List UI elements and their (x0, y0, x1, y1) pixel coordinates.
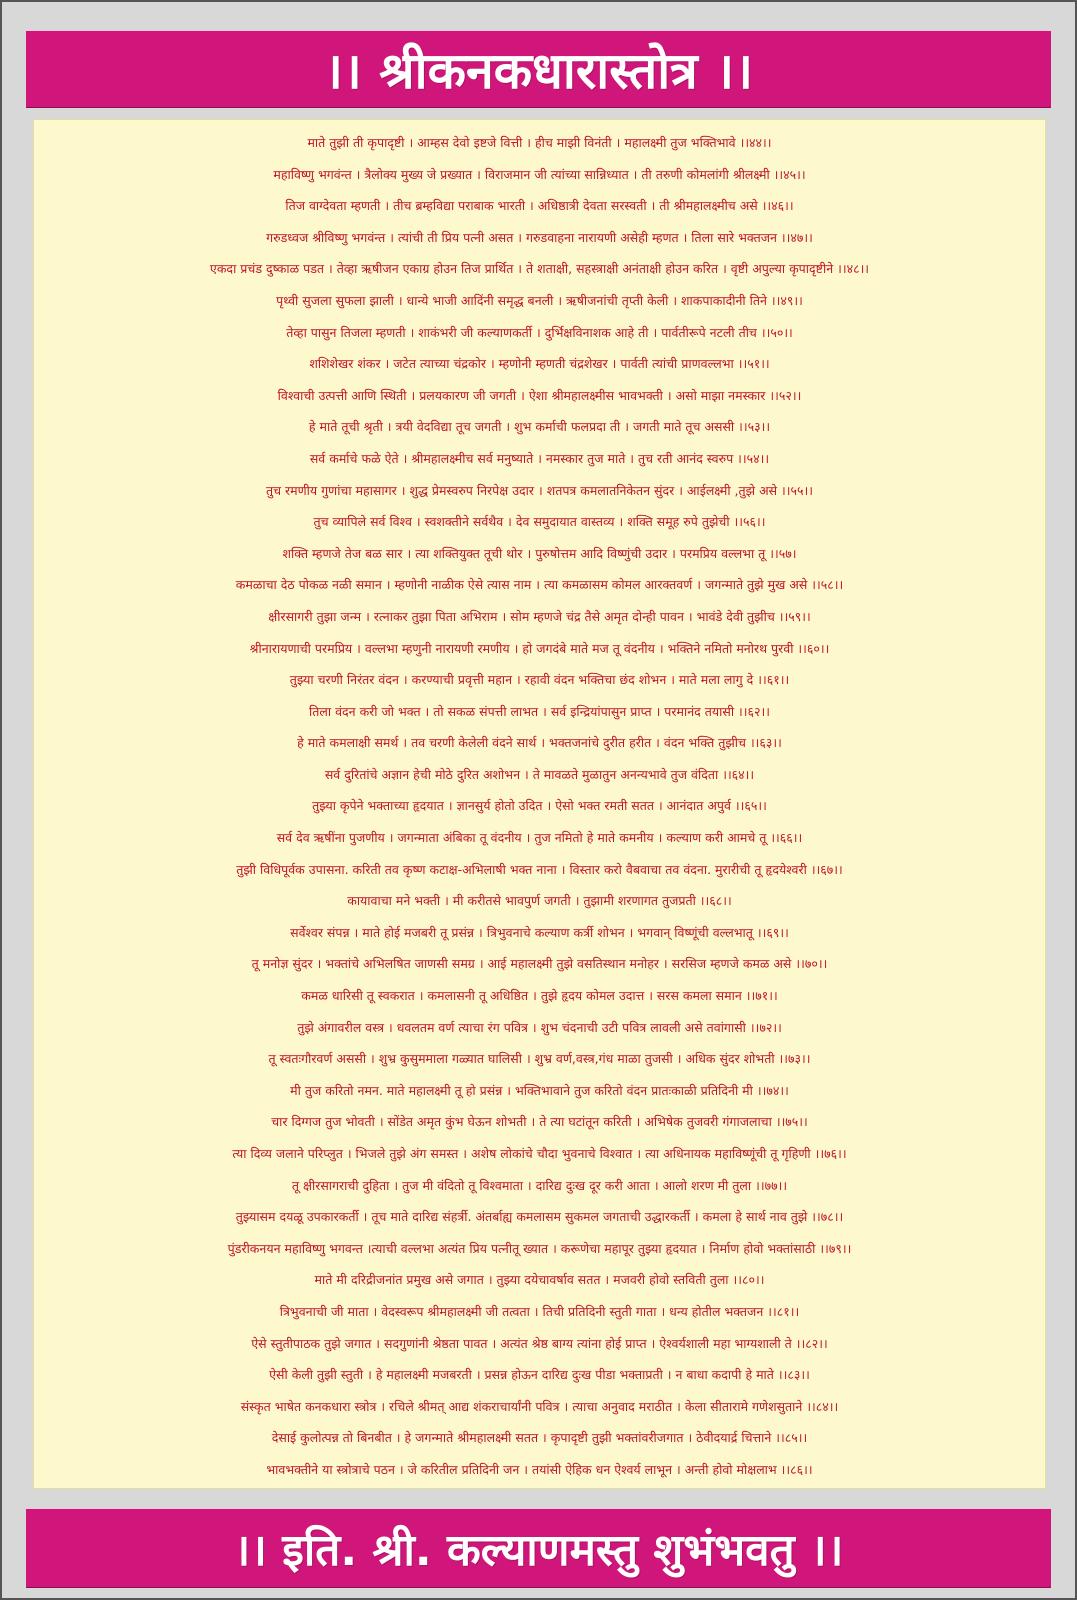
verse-line: तुझ्या कृपेने भक्ताच्या हृदयात । ज्ञानसुर्य होतो उदित । ऐसो भक्त रमती सतत । आनंदात अपुर्व ।।६५।। (312, 798, 767, 814)
verse-line: पृथ्वी सुजला सुफला झाली । धान्ये भाजी आदिंनी समृद्ध बनली । ऋषीजनांची तृप्ती केली । शाकपाकादीनी तिने ।।४९।। (276, 292, 803, 308)
page-title: ।। श्रीकनकधारास्तोत्र ।। (323, 42, 754, 100)
verse-line: एकदा प्रचंड दुष्काळ पडत । तेव्हा ऋषीजन एकाग्र होउन तिज प्रार्थित । ते शताक्षी, सहस्त्राक्षी अनंताक्षी होउन करित । वृष्टी अपुल्या कृपादृष्टीने ।।४८।। (209, 261, 870, 277)
closing-line: ।। इति. श्री. कल्याणमस्तु शुभंभवतु ।। (233, 1525, 844, 1576)
verse-line: शशिशेखर शंकर । जटेत त्याच्या चंद्रकोर । म्हणोनी म्हणती चंद्रशेखर । पार्वती त्यांची प्राणवल्लभा ।।५१।। (309, 356, 770, 372)
verse-line: तेव्हा पासुन तिजला म्हणती । शाकंभरी जी कल्याणकर्ती । दुर्भिक्षविनाशक आहे ती । पार्वतीरूपे नटली तीच ।।५०।। (286, 324, 793, 340)
verse-line: तुच रमणीय गुणांचा महासागर । शुद्ध प्रेमस्वरुप निरपेक्ष उदार । शतपत्र कमलातनिकेतन सुंदर । आईलक्ष्मी ,तुझे असे ।।५५।। (266, 482, 813, 498)
footer-banner (26, 1508, 1051, 1588)
verse-line: सर्वेश्वर संपन्न । माते होई मजबरी तू प्रसंन्न । त्रिभुवनाचे कल्याण कर्त्री शोभन । भगवान् विष्णूंची वल्लभातू ।।६९।। (290, 924, 789, 940)
verse-line: तू मनोज्ञ सुंदर । भक्तांचे अभिलषित जाणसी समग्र । आई महालक्ष्मी तुझे वसतिस्थान मनोहर । सरसिज म्हणजे कमळ असे ।।७०।। (251, 956, 828, 972)
verse-line: कायावाचा मने भक्ती । मी करीतसे भावपुर्ण जगती । तुझामी शरणागत तुजप्रती ।।६८।। (347, 893, 732, 909)
verse-line: तिला वंदन करी जो भक्त । तो सकळ संपत्ती लाभत । सर्व इन्द्रियांपासुन प्राप्त । परमानंद तयासी ।।६२।। (309, 703, 770, 719)
verse-line: गरुडध्वज श्रीविष्णु भगवंन्त । त्यांची ती प्रिय पत्नी असत । गरुडवाहना नारायणी असेही म्हणत । तिला सारे भक्तजन ।।४७।। (266, 229, 813, 245)
verse-line: पुंडरीकनयन महाविष्णु भगवन्त ।त्याची वल्लभा अत्यंत प्रिय पत्नीतू ख्यात । करूणेचा महापूर तुझ्या हृदयात । निर्माण होवो भक्तांसाठी ।।७९।। (227, 1240, 852, 1256)
verse-line: माते मी दरिद्रीजनांत प्रमुख असे जगात । तुझ्या दयेचावर्षाव सतत । मजवरी होवो स्तविती तुला ।।८०।। (314, 1272, 765, 1288)
verse-line: ऐसे स्तुतीपाठक तुझे जगात । सदगुणांनी श्रेष्ठता पावत । अत्यंत श्रेष्ठ बाग्य त्यांना होई प्राप्त । ऐश्वर्यशाली महा भाग्यशाली ते ।।८२।। (251, 1335, 828, 1351)
verse-line: कमळ धारिसी तू स्वकरात । कमलासनी तू अधिष्ठित । तुझे हृदय कोमल उदात्त । सरस कमला समान ।।७१।। (301, 988, 778, 1004)
verse-line: चार दिग्गज तुज भोवती । सोंडेत अमृत कुंभ घेऊन शोभती । ते त्या घटांतून करिती । अभिषेक तुजवरी गंगाजलाचा ।।७५।। (271, 1114, 808, 1130)
verse-line: कमळाचा देठ पोकळ नळी समान । म्हणोनी नाळीक ऐसे त्यास नाम । त्या कमळासम कोमल आरक्तवर्ण । जगन्माते तुझे मुख असे ।।५८।। (235, 577, 844, 593)
verse-line: तू स्वतःगौरवर्ण अससी । शुभ्र कुसुममाला गळ्यात घालिसी । शुभ्र वर्ण,वस्त्र,गंध माळा तुजसी । अधिक सुंदर शोभती ।।७३।। (268, 1051, 811, 1067)
verse-line: क्षीरसागरी तुझा जन्म । रत्नाकर तुझा पिता अभिराम । सोम म्हणजे चंद्र तैसे अमृत दोन्ही पावन । भावंडे देवी तुझीच ।।५९।। (268, 608, 811, 624)
verse-line: हे माते तूची श्रृती । त्रयी वेदविद्या तूच जगती । शुभ कर्माची फलप्रदा ती । जगती माते तूच अससी ।।५३।। (308, 419, 771, 435)
verse-line: तुझे अंगावरील वस्त्र । धवलतम वर्ण त्याचा रंग पवित्र । शुभ चंदनाची उटी पवित्र लावली असे तवांगासी ।।७२।। (297, 1019, 782, 1035)
verse-line: भावभक्तीने या स्त्रोत्राचे पठन । जे करितील प्रतिदिनी जन । तयांसी ऐहिक धन ऐश्वर्य लाभून । अन्ती होवो मोक्षलाभ ।।८६।। (266, 1461, 813, 1477)
verse-line: विश्वाची उत्पत्ती आणि स्थिती । प्रलयकारण जी जगती । ऐशा श्रीमहालक्ष्मीस भावभक्ती । असो माझा नमस्कार ।।५२।। (277, 387, 802, 403)
verse-line: ऐसी केली तुझी स्तुती । हे महालक्ष्मी मजबरती । प्रसन्न होऊन दारिद्य दुःख पीडा भक्ताप्रती । न बाधा कदापी हे माते ।।८३।। (269, 1367, 810, 1383)
verse-line: त्या दिव्य जलाने परिप्लुत । भिजले तुझे अंग समस्त । अशेष लोकांचे चौदा भुवनाचे विश्वात । त्या अधिनायक महाविष्णूंची तू गृहिणी ।।७६।। (232, 1146, 847, 1161)
verse-line: माते तुझी ती कृपादृष्टी । आम्हस देवो इष्टजे वित्ती । हीच माझी विनंती । महालक्ष्मी तुज भक्तिभावे ।।४४।। (307, 135, 772, 150)
verse-line: शक्ति म्हणजे तेज बळ सार । त्या शक्तियुक्त तूची थोर । पुरुषोत्तम आदि विष्णुंची उदार । परमप्रिय वल्लभा तू ।।५७। (282, 545, 797, 561)
verse-line: सर्व देव ऋषींना पुजणीय । जगन्माता अंबिका तू वंदनीय । तुज नमितो हे माते कमनीय । कल्याण करी आमचे तू ।।६६।। (276, 830, 803, 846)
verse-line: तुझ्या चरणी निरंतर वंदन । करण्याची प्रवृत्ती महान । रहावी वंदन भक्तिचा छंद शोभन । माते मला लागु दे ।।६१।। (289, 672, 790, 688)
verse-line: तुच व्यापिले सर्व विश्व । स्वशक्तीने सर्वथैव । देव समुदायात वास्तव्य । शक्ति समूह रुपे तुझेची ।।५६।। (313, 514, 766, 530)
verse-line: हे माते कमलाक्षी समर्थ । तव चरणी केलेली वंदने सार्थ । भक्तजनांचे दुरीत हरीत । वंदन भक्ति तुझीच ।।६३।। (297, 735, 782, 751)
verse-line: महाविष्णु भगवंन्त । त्रैलोक्य मुख्य जे प्रख्यात । विराजमान जी त्यांच्या सान्निध्यात । ती तरुणी कोमलांगी श्रीलक्ष्मी ।।४५।। (273, 166, 806, 182)
verse-line: तुझ्यासम दयळू उपकारकर्ती । तूच माते दारिद्य संहर्त्री. अंतर्बाह्य कमलासम सुकमल जगताची उद्धारकर्ती । कमला हे सार्थ नाव तुझे ।।७८।। (235, 1209, 844, 1225)
verse-line: सर्व कर्माचे फळे ऐते । श्रीमहालक्ष्मीच सर्व मनुष्याते । नमस्कार तुज माते । तुच रती आनंद स्वरुप ।।५४।। (309, 450, 770, 466)
verse-line: मी तुज करितो नमन. माते महालक्ष्मी तू हो प्रसंन्न । भक्तिभावाने तुज करितो वंदन प्रातःकाळी प्रतिदिनी मी ।।७४।। (290, 1082, 789, 1098)
verse-line: तू क्षीरसागराची दुहिता । तुज मी वंदितो तू विश्वमाता । दारिद्य दुःख दूर करी आता । आलो शरण मी तुला ।।७७।। (291, 1177, 788, 1193)
verse-line: श्रीनारायणाची परमप्रिय । वल्लभा म्हणुनी नारायणी रमणीय । हो जगदंबे माते मज तू वंदनीय । भक्तिने नमितो मनोरथ पुरवी ।।६०।। (249, 640, 830, 656)
verse-line: तुझी विधिपूर्वक उपासना. करिती तव कृष्ण कटाक्ष-अभिलाषी भक्त नाना । विस्तार करो वैबवाचा तव वंदना. मुरारीची तू हृदयेश्वरी ।।६७।। (236, 861, 843, 877)
verse-line: त्रिभुवनाची जी माता । वेदस्वरूप श्रीमहालक्ष्मी जी तत्वता । तिची प्रतिदिनी स्तुती गाता । धन्य होतील भक्तजन ।।८१।। (279, 1303, 800, 1319)
title-banner (26, 30, 1051, 108)
verse-line: तिज वाग्देवता म्हणती । तीच ब्रम्हविद्या पराबाक भारती । अधिष्ठात्री देवता सरस्वती । ती श्रीमहालक्ष्मीच असे ।।४६।। (285, 198, 794, 214)
verse-list (33, 127, 1046, 1486)
verse-line: संस्कृत भाषेत कनकधारा स्त्रोत्र । रचिले श्रीमत् आद्य शंकराचार्यांनी पवित्र । त्याचा अनुवाद मराठीत । केला सीतारामे गणेशसुताने ।।८४।। (240, 1398, 839, 1414)
verse-line: देसाई कुलोत्पन्न तो बिनबीत । हे जगन्माते श्रीमहालक्ष्मी सतत । कृपादृष्टी तुझी भक्तांवरीजगात । ठेवीदयार्द्र चित्ताने ।।८५।। (271, 1430, 808, 1446)
verse-line: सर्व दुरितांचे अज्ञान हेची मोठे दुरित अशोभन । ते मावळते मुळातुन अनन्यभावे तुज वंदिता ।।६४।। (324, 766, 755, 782)
